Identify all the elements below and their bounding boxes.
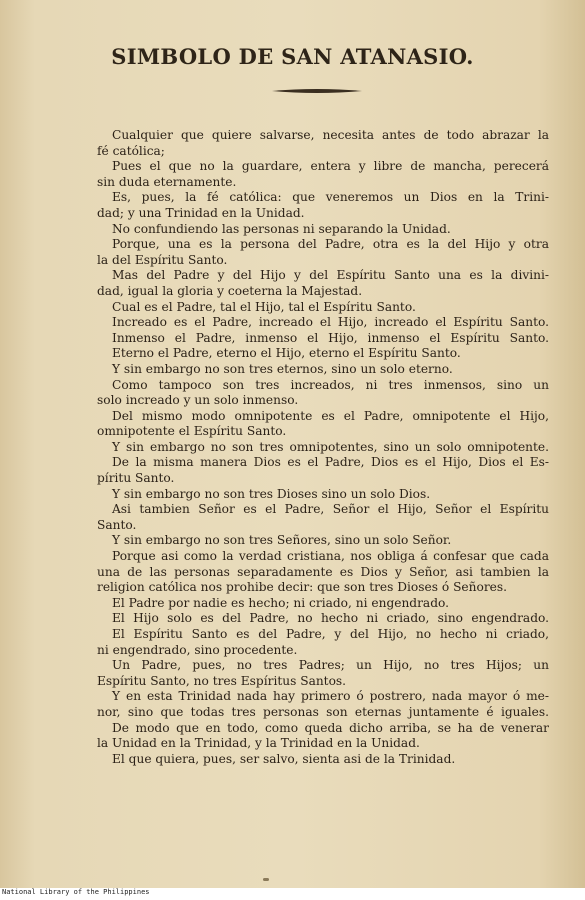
creed-text (97, 128, 549, 767)
text-line: De la misma manera Dios es el Padre, Dios es el Hijo, Dios el Es- (112, 455, 549, 470)
page-mark (263, 878, 269, 881)
text-line: Cualquier que quiere salvarse, necesita antes de todo abrazar la (112, 128, 549, 142)
text-line: la Unidad en la Trinidad, y la Trinidad en la Unidad. (97, 736, 420, 751)
text-line: Asi tambien Señor es el Padre, Señor el Hijo, Señor el Espíritu (112, 502, 549, 517)
text-line: Increado es el Padre, increado el Hijo, increado el Espíritu Santo. (112, 315, 549, 330)
text-line: sin duda eternamente. (97, 174, 237, 189)
text-line: El que quiera, pues, ser salvo, sienta asi de la Trinidad. (112, 751, 456, 766)
text-line: Y en esta Trinidad nada hay primero ó postrero, nada mayor ó me- (112, 689, 549, 704)
text-line: una de las personas separadamente es Dios y Señor, asi tambien la (97, 564, 549, 579)
text-line: Mas del Padre y del Hijo y del Espíritu Santo una es la divini- (112, 268, 549, 283)
text-line: Eterno el Padre, eterno el Hijo, eterno el Espíritu Santo. (112, 346, 461, 361)
text-line: omnipotente el Espíritu Santo. (97, 424, 287, 439)
text-line: Y sin embargo no son tres omnipotentes, sino un solo omnipotente. (112, 439, 549, 454)
text-line: fé católica; (97, 143, 165, 158)
text-line: El Hijo solo es del Padre, no hecho ni criado, sino engendrado. (112, 611, 549, 626)
text-line: la del Espíritu Santo. (97, 252, 228, 267)
text-line: Porque, una es la persona del Padre, otra es la del Hijo y otra (112, 237, 549, 252)
text-line: Pues el que no la guardare, entera y libre de mancha, perecerá (112, 159, 549, 174)
page-title: SIMBOLO DE SAN ATANASIO. (111, 44, 474, 69)
text-line: Y sin embargo no son tres eternos, sino un solo eterno. (112, 361, 453, 376)
library-footer: National Library of the Philippines (2, 888, 150, 896)
title-rule-ornament (272, 88, 362, 94)
text-line: Santo. (97, 517, 137, 532)
text-line: Como tampoco son tres increados, ni tres inmensos, sino un (112, 377, 549, 392)
text-line: Del mismo modo omnipotente es el Padre, omnipotente el Hijo, (112, 408, 549, 423)
text-line: Y sin embargo no son tres Señores, sino un solo Señor. (112, 533, 452, 548)
text-line: Espíritu Santo, no tres Espíritus Santos. (97, 673, 347, 688)
text-line: Porque asi como la verdad cristiana, nos obliga á confesar que cada (112, 549, 549, 564)
text-line: Y sin embargo no son tres Dioses sino un solo Dios. (112, 486, 431, 501)
text-line: El Padre por nadie es hecho; ni criado, ni engendrado. (112, 595, 450, 610)
text-line: El Espíritu Santo es del Padre, y del Hijo, no hecho ni criado, (112, 627, 549, 641)
text-line: dad; y una Trinidad en la Unidad. (97, 205, 305, 220)
text-line: Cual es el Padre, tal el Hijo, tal el Espíritu Santo. (112, 299, 416, 314)
text-line: ni engendrado, sino procedente. (97, 642, 298, 657)
text-line: píritu Santo. (97, 471, 175, 486)
text-line: religion católica nos prohibe decir: que son tres Dioses ó Señores. (97, 580, 507, 595)
text-line: Un Padre, pues, no tres Padres; un Hijo, no tres Hijos; un (112, 658, 549, 673)
text-line: nor, sino que todas tres personas son eternas juntamente é iguales. (97, 704, 549, 719)
text-line: solo increado y un solo inmenso. (97, 393, 299, 408)
text-line: No confundiendo las personas ni separando la Unidad. (112, 221, 451, 236)
text-line: Inmenso el Padre, inmenso el Hijo, inmenso el Espíritu Santo. (112, 330, 549, 345)
text-line: dad, igual la gloria y coeterna la Majestad. (97, 283, 363, 298)
text-line: Es, pues, la fé católica: que veneremos un Dios en la Trini- (112, 190, 549, 205)
text-line: De modo que en todo, como queda dicho arriba, se ha de venerar (112, 720, 549, 735)
